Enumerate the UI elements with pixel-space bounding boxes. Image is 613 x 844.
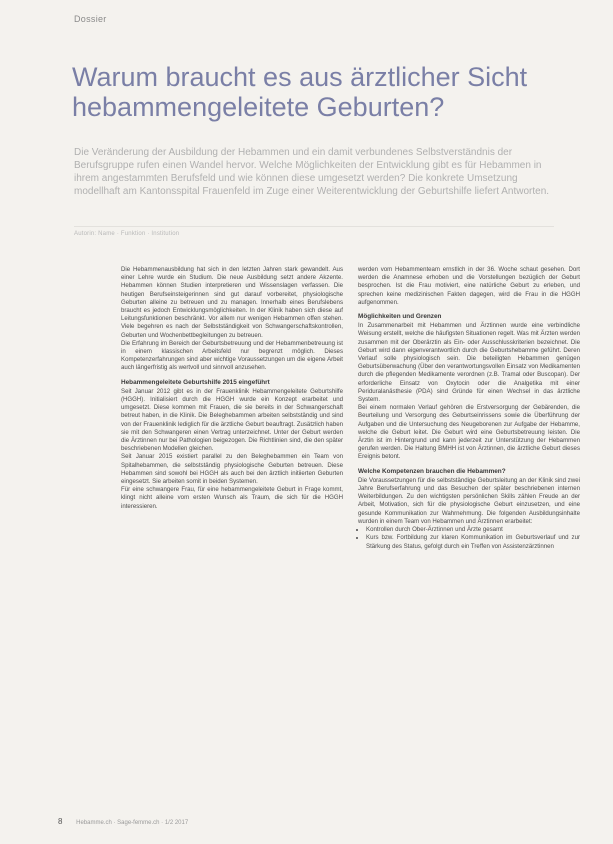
- list-item: • Kontrollen durch Ober-Ärztinnen und Ärzte gesamt: [366, 526, 580, 534]
- paragraph: Für eine schwangere Frau, für eine hebammengeleitete Geburt in Frage kommt, klingt nicht alleine vom ersten Wunsch als Traum, die sich für die HGGH interessieren.: [121, 486, 343, 510]
- bullet-list: [358, 526, 580, 551]
- paragraph: werden vom Hebammenteam ernstlich in der 36. Woche schaut gesehen. Dort werden die Anamnese erhoben und die Vorstellungen bezüglich der Geburt besprochen. Ist die Frau motiviert, eine natürliche Geburt zu erleben, und sprechen keine medizinischen Fakten dagegen, wird die Frau in die HGGH aufgenommen.: [358, 266, 580, 306]
- page-title: Warum braucht es aus ärztlicher Sicht hebammengeleitete Geburten?: [72, 62, 528, 122]
- left-column: [121, 266, 343, 511]
- page-footer: [58, 817, 188, 826]
- paragraph: Seit Januar 2012 gibt es in der Frauenklinik Hebammengeleitete Geburtshilfe (HGGH). Initialisiert durch die HGGH wurde ein Konzept erarbeitet und umgesetzt. Diese kommen mit Frauen, die sie bereits in der Schwangerschaft betreut haben, in die Klinik. Die Beleghebammen arbeiten selbstständig und sind von der Frauenklinik lediglich für die ärztliche Geburt beauftragt. Zusätzlich haben sie mit den Schwangeren einen Vertrag unterzeichnet. Unter der Geburt werden die Ärztinnen nur bei Pathologien beigezogen. Die Richtlinien sind, die den später beschriebenen Modellen gleichen.: [121, 387, 343, 453]
- subheading: Welche Kompetenzen brauchen die Hebammen?: [358, 467, 506, 475]
- author-byline: Autorin: Name · Funktion · Institution: [74, 226, 554, 238]
- paragraph: In Zusammenarbeit mit Hebammen und Ärztinnen wurde eine verbindliche Weisung erstellt, welche die häufigsten Situationen regelt. Was mit Ärzten werden zusammen mit der Oberärztin als Ein- oder Ausschlusskriterien bezeichnet. Die Geburt wird dann eigenverantwortlich durch die Geburtshebamme geführt. Deren Verlauf solle physiologisch sein. Die beteiligten Hebammen genügen Geburtsüberwachung (Über den verantwortungsvollen Einsatz von Medikamenten durch die pflegenden Medikamente verordnen (z.B. Tramal oder Buscopan). Der erforderliche Einsatz von Oxytocin oder die Analgetika mit einer Periduralanästhesie (PDA) sind Gründe für einen Wechsel in das ärztliche System.: [358, 322, 580, 404]
- paragraph: Die Hebammenausbildung hat sich in den letzten Jahren stark gewandelt. Aus einer Lehre wurde ein Studium. Die neue Ausbildung setzt andere Akzente. Hebammen können Studien interpretieren und Wissenslagen verfassen. Die heutigen Berufseinsteigerinnen sind gut darauf vorbereitet, physiologische Geburten alleine zu betreuen und zu managen. Innerhalb eines Berufslebens braucht es jedoch Entwicklungsmöglichkeiten. In der Klinik haben sich diese auf Leitungsfunktionen beschränkt. Vor allem nur wenigen Hebammen offen stehen. Viele begehren es nach der Selbstständigkeit von Schwangerschaftskontrollen, Geburten und Wochenbettbegleitungen zu betreuen.: [121, 266, 343, 339]
- paragraph: Die Erfahrung im Bereich der Geburtsbetreuung und der Hebammenbetreuung ist in einem klassischen Arbeitsfeld nur begrenzt möglich. Dieses Kompetenzerfahrungen sind aber wichtige Voraussetzungen um die eigene Arbeit auch längerfristig als wertvoll und sinnvoll anzusehen.: [121, 339, 343, 372]
- right-column: [358, 266, 580, 551]
- paragraph: Seit Januar 2015 existiert parallel zu den Beleghebammen ein Team von Spitalhebammen, die selbstständig physiologische Geburten betreuen. Diese Hebammen sind sowohl bei HGGH als auch bei den ärztlich initiierten Geburten eingesetzt. Sie arbeiten somit in beiden Systemen.: [121, 453, 343, 486]
- subheading: Möglichkeiten und Grenzen: [358, 313, 442, 321]
- section-label: Dossier: [74, 14, 107, 24]
- paragraph: Die Voraussetzungen für die selbstständige Geburtsleitung an der Klinik sind zwei Jahre Berufserfahrung und das Besuchen der später beschriebenen internen Weiterbildungen. Zu den wichtigsten persönlichen Skills zählen Freude an der Arbeit, Motivation, sich für die physiologische Geburt einzusetzen, und eine gesunde Kommunikation zur Wahrnehmung. Die folgenden Ausbildungsinhalte wurden in einem Team von Hebammen und Ärztinnen erarbeitet:: [358, 476, 580, 525]
- page-number: 8: [58, 817, 63, 826]
- paragraph: Bei einem normalen Verlauf gehören die Erstversorgung der Gebärenden, die Beurteilung und Versorgung des Geburtseinrissens sowie die Überführung der Aufgaben und die Untersuchung des Neugeborenen zur Aufgabe der Hebamme, welche die Geburt leitet. Die Geburt wird eine Geburtsbetreuung leisten. Die Ärztin ist im Hintergrund und kann jederzeit zur Unterstützung der Hebammen gerufen werden. Die Haltung BMHH ist von Ärztinnen, die ärztliche Geburt dieses Ereignis betont.: [358, 404, 580, 461]
- footer-publication: Hebamme.ch · Sage-femme.ch · 1/2 2017: [76, 820, 189, 826]
- lead-paragraph: Die Veränderung der Ausbildung der Hebammen und ein damit verbundenes Selbstverständnis der Berufsgruppe rufen einen Wandel hervor. Welche Möglichkeiten der Entwicklung gibt es für Hebammen in ihrem angestammten Berufsfeld und wie können diese umgesetzt werden? Die konkrete Umsetzung modellhaft am Kantonsspital Frauenfeld im Zuge einer Weiterentwicklung der Geburtshilfe liefert Antworten.: [74, 147, 550, 197]
- list-item: • Kurs bzw. Fortbildung zur klaren Kommunikation im Geburtsverlauf und zur Stärkung des Status, gefolgt durch ein Treffen von Assistenzärztinnen: [366, 534, 580, 550]
- subheading: Hebammengeleitete Geburtshilfe 2015 eingeführt: [121, 378, 270, 386]
